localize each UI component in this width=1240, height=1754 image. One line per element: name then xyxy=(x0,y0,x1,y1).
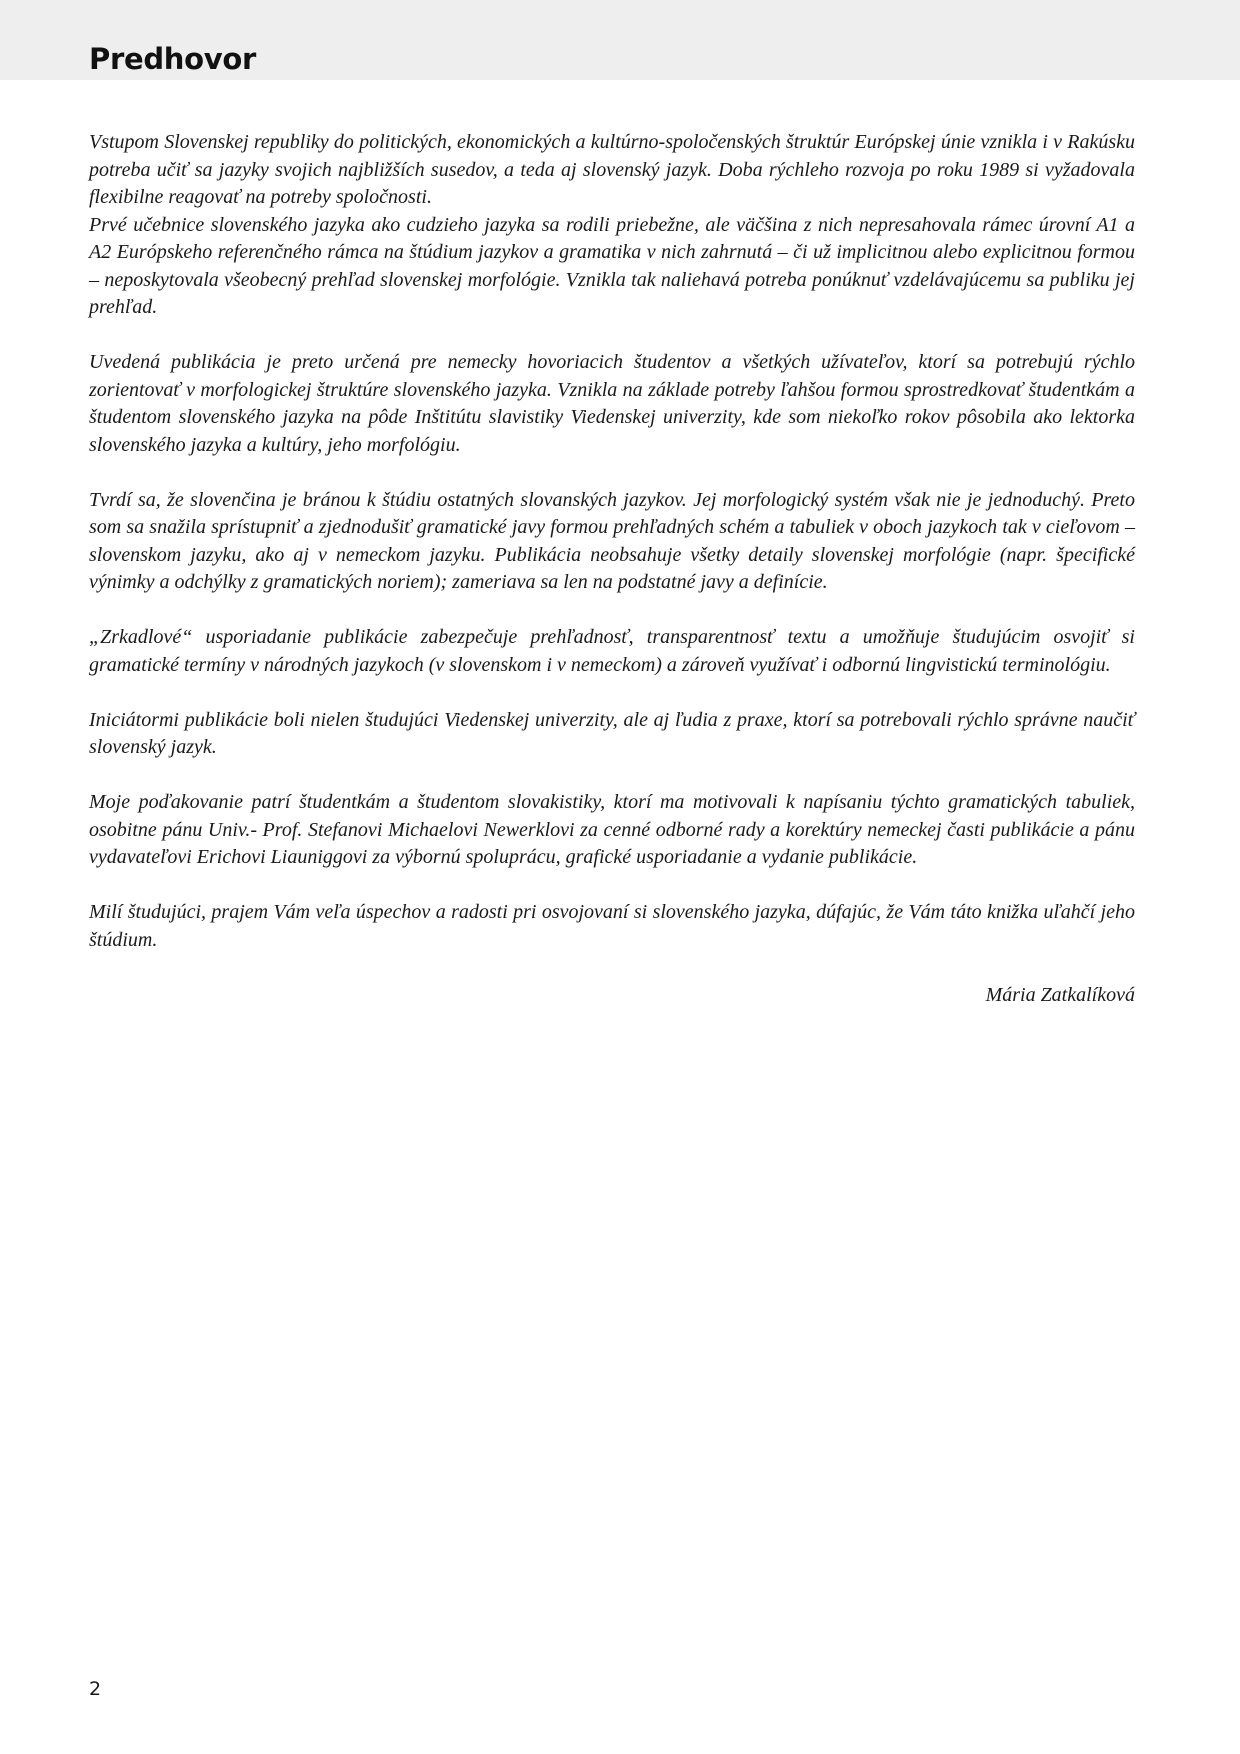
text-block xyxy=(89,899,1135,954)
paragraph: Milí študujúci, prajem Vám veľa úspechov a radosti pri osvojovaní si slovenského jazyka, dúfajúc, že Vám táto knižka uľahčí jeho štúdium. xyxy=(89,901,1135,951)
text-block xyxy=(89,624,1135,679)
paragraph: Vstupom Slovenskej republiky do politických, ekonomických a kultúrno-spoločenských štruktúr Európskej únie vznikla i v Rakúsku potreba učiť sa jazyky svojich najbližších susedov, a teda aj slovenský jazyk. Doba rýchleho rozvoja po roku 1989 si vyžadovala flexibilne reagovať na potreby spoločnosti. xyxy=(89,131,1135,208)
text-block xyxy=(89,129,1135,322)
paragraph: „Zrkadlové“ usporiadanie publikácie zabezpečuje prehľadnosť, transparentnosť textu a umožňuje študujúcim osvojiť si gramatické termíny v národných jazykoch (v slovenskom i v nemeckom) a zároveň využívať i odbornú lingvistickú terminológiu. xyxy=(89,626,1135,676)
page-title: Predhovor xyxy=(89,42,256,76)
page-number: 2 xyxy=(89,1678,102,1700)
text-block xyxy=(89,349,1135,459)
body-text xyxy=(89,129,1135,1009)
paragraph: Iniciátormi publikácie boli nielen študujúci Viedenskej univerzity, ale aj ľudia z praxe, ktorí sa potrebovali rýchlo správne naučiť slovenský jazyk. xyxy=(89,708,1135,758)
paragraph: Moje poďakovanie patrí študentkám a študentom slovakistiky, ktorí ma motivovali k napísaniu týchto gramatických tabuliek, osobitne pánu Univ.- Prof. Stefanovi Michaelovi Newerklovi za cenné odborné rady a korektúry nemeckej časti publikácie a pánu vydavateľovi Erichovi Liauniggovi za výbornú spoluprácu, grafické usporiadanie a vydanie publikácie. xyxy=(89,791,1135,868)
text-block xyxy=(89,707,1135,762)
text-block xyxy=(89,789,1135,872)
text-block xyxy=(89,487,1135,597)
paragraph: Tvrdí sa, že slovenčina je bránou k štúdiu ostatných slovanských jazykov. Jej morfologický systém však nie je jednoduchý. Preto som sa snažila sprístupniť a zjednodušiť gramatické javy formou prehľadných schém a tabuliek v oboch jazykoch tak v cieľovom – slovenskom jazyku, ako aj v nemeckom jazyku. Publikácia neobsahuje všetky detaily slovenskej morfológie (napr. špecifické výnimky a odchýlky z gramatických noriem); zameriava sa len na podstatné javy a definície. xyxy=(89,488,1135,593)
paragraph: Prvé učebnice slovenského jazyka ako cudzieho jazyka sa rodili priebežne, ale väčšina z nich nepresahovala rámec úrovní A1 a A2 Európskeho referenčného rámca na štúdium jazykov a gramatika v nich zahrnutá – či už implicitnou alebo explicitnou formou – neposkytovala všeobecný prehľad slovenskej morfológie. Vznikla tak naliehavá potreba ponúknuť vzdelávajúcemu sa publiku jej prehľad. xyxy=(89,213,1135,318)
author-signature: Mária Zatkalíková xyxy=(985,983,1135,1006)
paragraph: Uvedená publikácia je preto určená pre nemecky hovoriacich študentov a všetkých užívateľov, ktorí sa potrebujú rýchlo zorientovať v morfologickej štruktúre slovenského jazyka. Vznikla na základe potreby ľahšou formou sprostredkovať študentkám a študentom slovenského jazyka na pôde Inštitútu slavistiky Viedenskej univerzity, kde som niekoľko rokov pôsobila ako lektorka slovenského jazyka a kultúry, jeho morfológiu. xyxy=(89,351,1135,456)
